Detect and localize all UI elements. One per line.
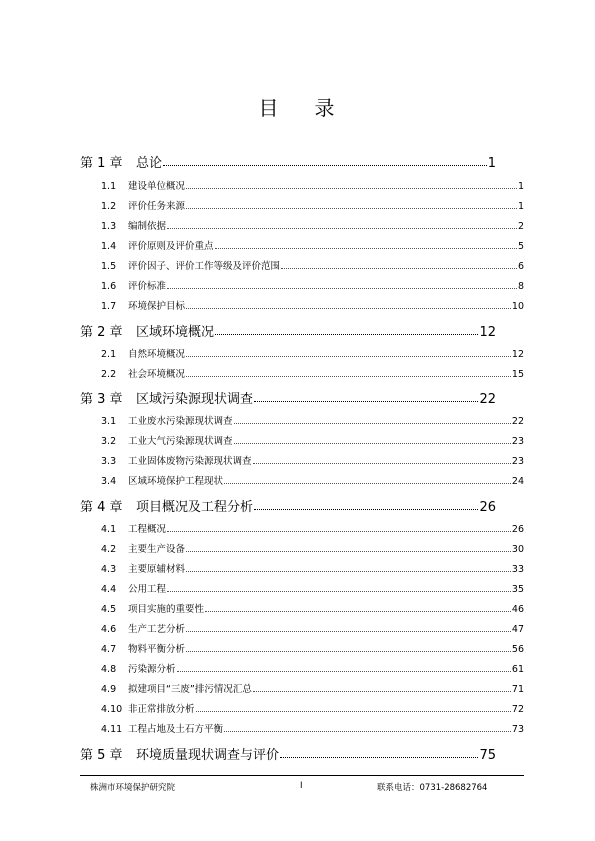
toc-entry-title: 非正常排放分析 (128, 704, 195, 715)
toc-leader-dots (186, 308, 511, 309)
toc-section-row[interactable] (101, 218, 524, 232)
toc-entry-number: 第 5 章 (80, 748, 123, 763)
page-title (0, 92, 595, 121)
toc-leader-dots (280, 757, 478, 758)
toc-leader-dots (234, 423, 511, 424)
toc-entry-number: 1.2 (101, 201, 117, 212)
toc-section-row[interactable] (101, 298, 524, 312)
toc-chapter-row[interactable] (80, 744, 496, 762)
toc-entry-page: 72 (511, 704, 524, 715)
toc-entry-title: 工程概况 (128, 524, 167, 535)
toc-entry-page: 2 (517, 221, 524, 232)
toc-entry-page: 47 (511, 624, 524, 635)
toc-entry-page: 75 (479, 748, 496, 763)
toc-section-row[interactable] (101, 258, 524, 272)
toc-section-row[interactable] (101, 198, 524, 212)
toc-entry-page: 6 (517, 261, 524, 272)
toc-entry-page: 46 (511, 604, 524, 615)
toc-entry-page: 5 (517, 241, 524, 252)
footer-contact: 联系电话：0731-28682764 (377, 783, 488, 793)
toc-chapter-row[interactable] (80, 388, 496, 406)
toc-entry-number: 第 2 章 (80, 325, 123, 340)
toc-entry-number: 4.5 (101, 604, 117, 615)
toc-entry-title: 公用工程 (128, 584, 167, 595)
toc-entry-number: 1.7 (101, 301, 117, 312)
toc-section-row[interactable] (101, 681, 524, 695)
toc-section-row[interactable] (101, 453, 524, 467)
toc-entry-page: 1 (517, 201, 524, 212)
toc-section-row[interactable] (101, 238, 524, 252)
toc-entry-page: 24 (511, 476, 524, 487)
toc-leader-dots (186, 376, 511, 377)
toc-entry-title: 总论 (136, 156, 163, 171)
toc-entry-title: 主要原辅材料 (128, 564, 186, 575)
toc-entry-page: 71 (511, 684, 524, 695)
toc-entry-number: 第 4 章 (80, 500, 123, 515)
toc-entry-page: 15 (511, 369, 524, 380)
toc-entry-title: 项目概况及工程分析 (136, 500, 254, 515)
toc-entry-number: 1.1 (101, 181, 117, 192)
title-char-1: 目 (258, 96, 281, 120)
toc-entry-title: 工程占地及土石方平衡 (128, 724, 224, 735)
toc-leader-dots (186, 551, 511, 552)
toc-entry-number: 4.2 (101, 544, 117, 555)
toc-chapter-row[interactable] (80, 496, 496, 514)
toc-entry-title: 编制依据 (128, 221, 167, 232)
toc-entry-number: 4.8 (101, 664, 117, 675)
toc-section-row[interactable] (101, 413, 524, 427)
toc-entry-title: 评价标准 (128, 281, 167, 292)
toc-entry-number: 4.3 (101, 564, 117, 575)
toc-entry-title: 项目实施的重要性 (128, 604, 205, 615)
toc-entry-number: 4.11 (101, 724, 123, 735)
toc-section-row[interactable] (101, 346, 524, 360)
toc-entry-number: 4.1 (101, 524, 117, 535)
toc-entry-title: 生产工艺分析 (128, 624, 186, 635)
toc-entry-number: 2.2 (101, 369, 117, 380)
toc-section-row[interactable] (101, 641, 524, 655)
toc-leader-dots (253, 691, 511, 692)
toc-leader-dots (205, 611, 511, 612)
toc-entry-page: 23 (511, 456, 524, 467)
toc-section-row[interactable] (101, 581, 524, 595)
toc-entry-number: 4.10 (101, 704, 123, 715)
toc-leader-dots (254, 401, 478, 402)
toc-entry-title: 评价因子、评价工作等级及评价范围 (128, 261, 281, 272)
toc-entry-page: 35 (511, 584, 524, 595)
toc-section-row[interactable] (101, 561, 524, 575)
toc-leader-dots (186, 208, 517, 209)
toc-leader-dots (186, 651, 511, 652)
toc-entry-number: 第 3 章 (80, 392, 123, 407)
toc-leader-dots (215, 334, 478, 335)
toc-leader-dots (163, 165, 487, 166)
toc-entry-page: 56 (511, 644, 524, 655)
toc-entry-number: 4.9 (101, 684, 117, 695)
toc-chapter-row[interactable] (80, 321, 496, 339)
toc-section-row[interactable] (101, 433, 524, 447)
toc-entry-number: 3.4 (101, 476, 117, 487)
toc-section-row[interactable] (101, 721, 524, 735)
toc-entry-number: 2.1 (101, 349, 117, 360)
toc-entry-title: 拟建项目“三废”排污情况汇总 (128, 684, 252, 695)
toc-leader-dots (177, 671, 511, 672)
toc-entry-page: 30 (511, 544, 524, 555)
toc-entry-page: 12 (479, 325, 496, 340)
toc-entry-page: 73 (511, 724, 524, 735)
toc-leader-dots (224, 731, 511, 732)
toc-entry-title: 环境质量现状调查与评价 (136, 748, 280, 763)
toc-entry-title: 区域污染源现状调查 (136, 392, 254, 407)
footer-page-number: I (300, 781, 303, 791)
toc-leader-dots (186, 188, 517, 189)
toc-entry-number: 1.3 (101, 221, 117, 232)
toc-entry-title: 评价任务来源 (128, 201, 186, 212)
toc-entry-title: 主要生产设备 (128, 544, 186, 555)
toc-entry-number: 4.6 (101, 624, 117, 635)
toc-entry-page: 23 (511, 436, 524, 447)
toc-entry-page: 26 (479, 500, 496, 515)
toc-entry-title: 物料平衡分析 (128, 644, 186, 655)
toc-entry-title: 工业废水污染源现状调查 (128, 416, 233, 427)
toc-section-row[interactable] (101, 621, 524, 635)
toc-section-row[interactable] (101, 541, 524, 555)
toc-entry-title: 工业固体废物污染源现状调查 (128, 456, 252, 467)
toc-entry-title: 区域环境保护工程现状 (128, 476, 224, 487)
toc-section-row[interactable] (101, 278, 524, 292)
toc-entry-title: 自然环境概况 (128, 349, 186, 360)
toc-chapter-row[interactable] (80, 152, 496, 170)
toc-entry-number: 1.6 (101, 281, 117, 292)
toc-entry-number: 3.3 (101, 456, 117, 467)
toc-entry-page: 10 (511, 301, 524, 312)
toc-section-row[interactable] (101, 601, 524, 615)
toc-leader-dots (167, 288, 517, 289)
toc-entry-page: 22 (511, 416, 524, 427)
toc-section-row[interactable] (101, 473, 524, 487)
toc-entry-page: 61 (511, 664, 524, 675)
toc-section-row[interactable] (101, 521, 524, 535)
toc-entry-page: 1 (487, 156, 496, 171)
toc-entry-number: 1.5 (101, 261, 117, 272)
toc-leader-dots (281, 268, 517, 269)
toc-leader-dots (253, 463, 511, 464)
toc-entry-page: 33 (511, 564, 524, 575)
toc-leader-dots (186, 356, 511, 357)
toc-entry-number: 3.2 (101, 436, 117, 447)
toc-entry-page: 22 (479, 392, 496, 407)
toc-leader-dots (186, 571, 511, 572)
toc-leader-dots (224, 483, 511, 484)
toc-section-row[interactable] (101, 178, 524, 192)
toc-leader-dots (215, 248, 517, 249)
toc-section-row[interactable] (101, 661, 524, 675)
toc-entry-title: 污染源分析 (128, 664, 176, 675)
toc-leader-dots (167, 531, 511, 532)
toc-leader-dots (234, 443, 511, 444)
toc-leader-dots (186, 631, 511, 632)
toc-entry-page: 12 (511, 349, 524, 360)
toc-section-row[interactable] (101, 701, 524, 715)
toc-entry-number: 第 1 章 (80, 156, 123, 171)
toc-entry-title: 建设单位概况 (128, 181, 186, 192)
toc-entry-title: 区域环境概况 (136, 325, 215, 340)
toc-leader-dots (167, 591, 511, 592)
toc-section-row[interactable] (101, 366, 524, 380)
toc-entry-number: 3.1 (101, 416, 117, 427)
toc-entry-page: 8 (517, 281, 524, 292)
toc-leader-dots (167, 228, 517, 229)
toc-entry-number: 1.4 (101, 241, 117, 252)
toc-leader-dots (254, 509, 478, 510)
footer-organization: 株洲市环境保护研究院 (90, 783, 176, 793)
toc-leader-dots (196, 711, 511, 712)
title-char-2: 录 (314, 96, 337, 120)
toc-entry-title: 工业大气污染源现状调查 (128, 436, 233, 447)
toc-entry-title: 社会环境概况 (128, 369, 186, 380)
toc-entry-title: 环境保护目标 (128, 301, 186, 312)
toc-entry-number: 4.4 (101, 584, 117, 595)
toc-entry-number: 4.7 (101, 644, 117, 655)
footer-divider (80, 775, 524, 776)
toc-entry-title: 评价原则及评价重点 (128, 241, 214, 252)
toc-entry-page: 1 (517, 181, 524, 192)
toc-entry-page: 26 (511, 524, 524, 535)
